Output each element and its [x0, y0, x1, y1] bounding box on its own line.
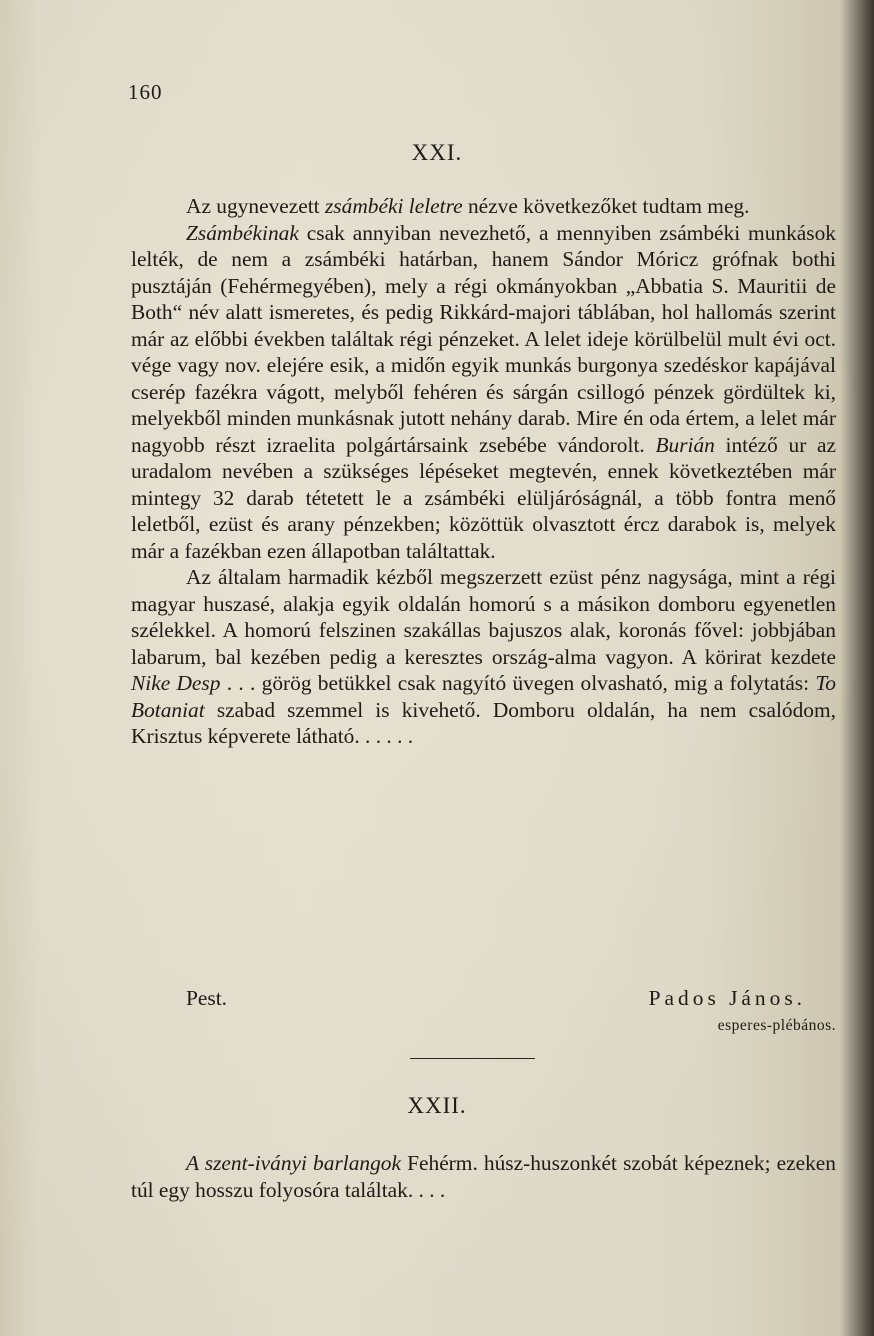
- paragraph-3-italic-2: To Botaniat: [131, 671, 836, 722]
- paragraph-2-italic-2: Burián: [655, 432, 715, 457]
- section-xxii-body: [131, 1150, 836, 1203]
- section-heading-xxi: XXI.: [411, 140, 463, 165]
- paragraph-2-text-2: intéző ur az uradalom nevében a szükséges lépéseket megtevén, ennek következtében már mintegy 32 darab tétetett le a zsámbéki elüljáróságnál, a több fontra menő leletből, ezüst és arany pénzekben; közöttük olvasztott ércz darabok is, melyek már a fazékban ezen állapotban találtattak.: [131, 432, 836, 563]
- signature-title: esperes-plébános.: [717, 1017, 836, 1034]
- paragraph-1: [131, 193, 836, 220]
- section-heading-xxii: XXII.: [407, 1093, 467, 1118]
- paragraph-3-text-1: Az általam harmadik kézből megszerzett ezüst pénz nagysága, mint a régi magyar huszasé, alakja egyik oldalán homorú s a másikon domboru egyenetlen szélekkel. A homorú felszinen szakállas bajuszos alak, koronás fővel: jobbjában labarum, bal kezében pedig a keresztes ország-alma vagyon. A körirat kezdete: [131, 565, 836, 669]
- paragraph-3-italic-1: Nike Desp: [131, 671, 221, 695]
- paragraph-1-text-2: nézve következőket tudtam meg.: [462, 194, 750, 218]
- signature-place: Pest.: [186, 986, 228, 1010]
- paragraph-2-text-1: csak annyiban nevezhető, a mennyiben zsámbéki munkások lelték, de nem a zsámbéki határban, hanem Sándor Móricz grófnak bothi pusztáján (Fehérmegyében), mely a régi okmányokban „Abbatia S. Mauritii de Both“ név alatt ismeretes, és pedig Rikkárd-majori táblában, hol hallomás szerint már az előbbi években találtak régi pénzeket. A lelet ideje körülbelül mult évi oct. vége vagy nov. elejére esik, a midőn egyik munkás burgonya szedéskor kapájával cserép fazékra vágott, melyből fehéren és sárgán csillogó pénzek gördültek ki, melyekből minden munkásnak jutott nehány darab. Mire én oda értem, a lelet már nagyobb részt izraelita polgártársaink zsebébe vándorolt.: [131, 220, 836, 457]
- section-xxi-body: [131, 193, 836, 750]
- paragraph-xxii-text-1: Fehérm. húsz-huszonkét szobát képeznek; ezeken túl egy hosszu folyosóra találtak. . . .: [131, 1151, 836, 1202]
- page-number: 160: [128, 80, 163, 104]
- paragraph-1-italic-1: zsámbéki leletre: [324, 194, 463, 218]
- paragraph-2-italic-1: Zsámbékinak: [186, 220, 299, 245]
- paragraph-xxii-italic-1: A szent-iványi barlangok: [186, 1151, 401, 1175]
- paragraph-3-text-2: . . . görög betükkel csak nagyító üvegen olvasható, mig a folytatás:: [220, 671, 816, 695]
- section-divider: [410, 1058, 535, 1059]
- paragraph-3: [131, 564, 836, 750]
- paragraph-3-text-3: szabad szemmel is kivehető. Domboru oldalán, ha nem csalódom, Krisztus képverete látható. . . . . .: [131, 697, 836, 748]
- paragraph-xxii-1: [131, 1150, 836, 1203]
- paragraph-1-text-1: Az ugynevezett: [186, 194, 325, 218]
- paragraph-2: [131, 220, 836, 565]
- signature-name: Pados János.: [648, 986, 806, 1010]
